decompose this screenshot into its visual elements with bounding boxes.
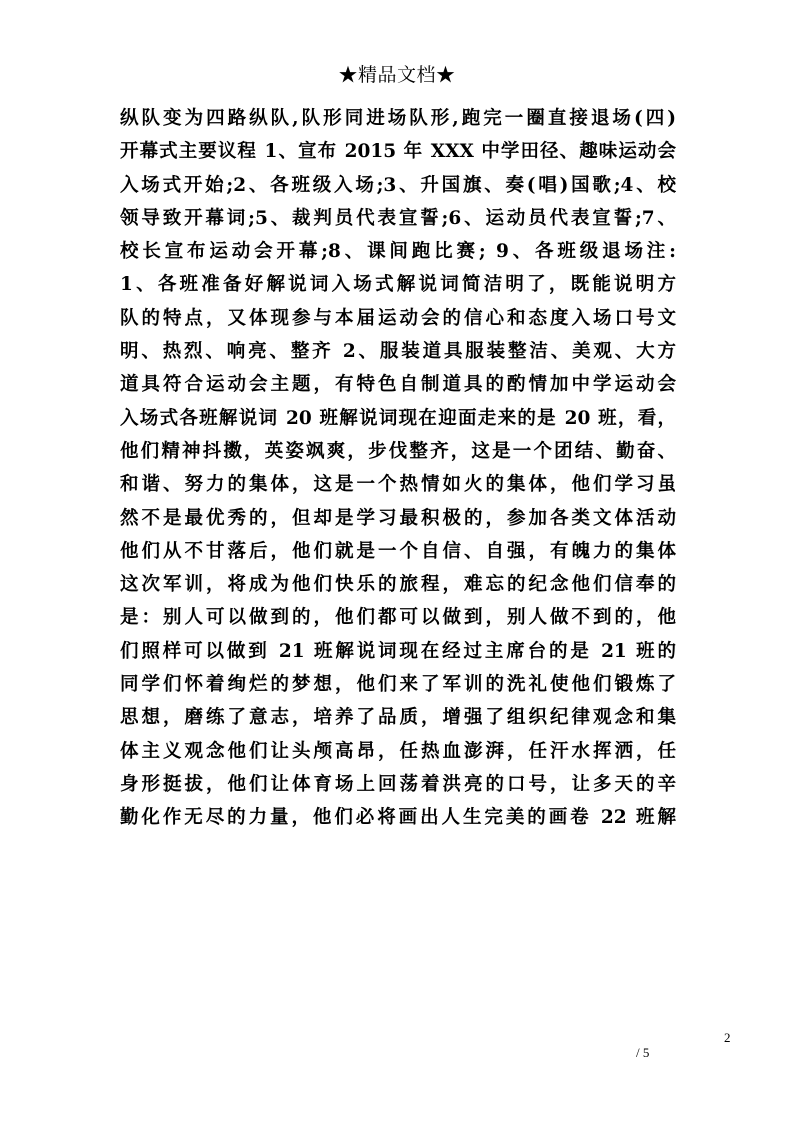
document-header: ★精品文档★ — [338, 64, 456, 86]
text-line: 他们精神抖擞，英姿飒爽，步伐整齐，这是一个团结、勤奋、 — [120, 440, 676, 462]
text-line: 开幕式主要议程 1、宣布 2015 年 XXX 中学田径、趣味运动会 — [120, 141, 676, 163]
page-total: / 5 — [636, 1045, 650, 1060]
text-line: 队的特点，又体现参与本届运动会的信心和态度入场口号文 — [120, 307, 676, 329]
text-line: 们照样可以做到 21 班解说词现在经过主席台的是 21 班的 — [120, 640, 676, 662]
text-line: 道具符合运动会主题，有特色自制道具的酌情加中学运动会 — [120, 374, 676, 396]
text-line: 入场式开始;2、各班级入场;3、升国旗、奏(唱)国歌;4、校 — [120, 174, 676, 196]
text-line: 然不是最优秀的，但却是学习最积极的，参加各类文体活动 — [120, 507, 676, 529]
text-line: 这次军训，将成为他们快乐的旅程，难忘的纪念他们信奉的 — [120, 574, 676, 596]
text-line: 校长宣布运动会开幕;8、课间跑比赛; 9、各班级退场注: — [120, 241, 676, 263]
text-line: 领导致开幕词;5、裁判员代表宣誓;6、运动员代表宣誓;7、 — [120, 207, 676, 229]
text-line: 入场式各班解说词 20 班解说词现在迎面走来的是 20 班，看， — [120, 407, 676, 429]
text-line: 1、各班准备好解说词入场式解说词简洁明了，既能说明方 — [120, 274, 676, 296]
text-line: 明、热烈、响亮、整齐 2、服装道具服装整洁、美观、大方 — [120, 341, 676, 363]
text-line: 身形挺拔，他们让体育场上回荡着洪亮的口号，让多天的辛 — [120, 773, 676, 795]
text-line: 是：别人可以做到的，他们都可以做到，别人做不到的，他 — [120, 607, 676, 629]
text-line: 纵队变为四路纵队,队形同进场队形,跑完一圈直接退场(四) — [120, 108, 676, 129]
text-line: 他们从不甘落后，他们就是一个自信、自强，有魄力的集体 — [120, 540, 676, 562]
text-line: 思想，磨练了意志，培养了品质，增强了组织纪律观念和集 — [120, 707, 676, 729]
text-line: 体主义观念他们让头颅高昂，任热血澎湃，任汗水挥洒，任 — [120, 740, 676, 762]
page-number: 2 — [724, 1030, 731, 1045]
text-line: 和谐、努力的集体，这是一个热情如火的集体，他们学习虽 — [120, 474, 676, 496]
text-line: 同学们怀着绚烂的梦想，他们来了军训的洗礼使他们锻炼了 — [120, 674, 676, 696]
body-text — [120, 102, 676, 835]
text-line: 勤化作无尽的力量，他们必将画出人生完美的画卷 22 班解 — [120, 807, 676, 829]
